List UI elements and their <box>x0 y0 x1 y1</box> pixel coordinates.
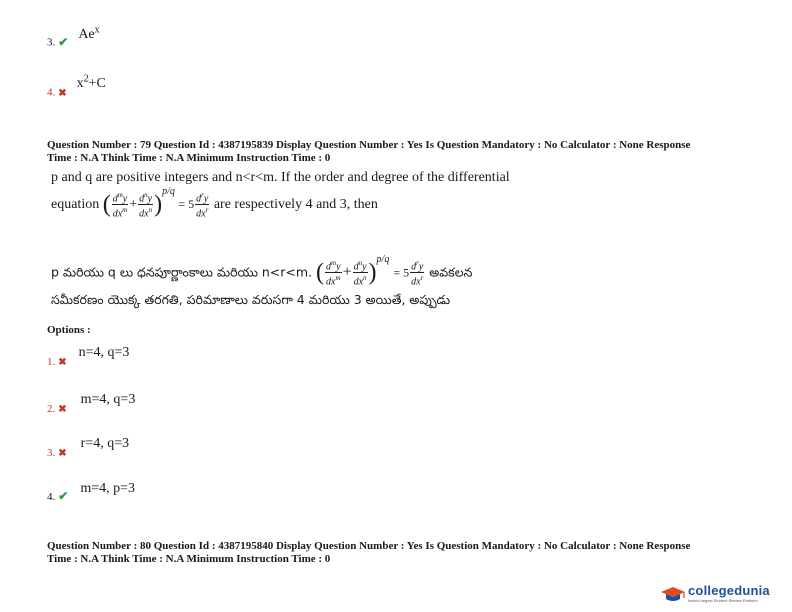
option-text: $x^2+C$ <box>76 73 106 91</box>
option-number: 4. <box>47 491 56 503</box>
option-text: n=4, q=3 <box>78 345 130 360</box>
graduation-cap-icon <box>660 585 686 605</box>
fraction-dmy-dxm-te: $\frac{d^my}{dx^m}$ <box>326 259 341 288</box>
prev-option-4 <box>47 73 106 101</box>
logo-tagline: India's largest Student Review Platform <box>688 598 758 603</box>
question-79-meta: Question Number : 79 Question Id : 4387195839 Display Question Number : Yes Is Question Mandatory : No Calculator : None Response Time : N.A Think Time : N.A Minimum Instruction Time : 0 <box>47 139 691 164</box>
options-label: Options : <box>47 324 91 336</box>
check-icon: ✔ <box>58 34 69 49</box>
option-3 <box>47 436 130 461</box>
option-number: 3. <box>47 36 56 49</box>
question-79-line-1: p and q are positive integers and n<r<m. If the order and degree of the differential <box>51 170 510 185</box>
option-number: 1. <box>47 356 56 368</box>
fraction-dmy-dxm: $\frac{d^my}{dx^m}$ <box>112 191 128 220</box>
cross-icon: ✖ <box>58 357 67 368</box>
question-79-telugu-line-2: సమీకరణం యొక్క తరగతి, పరిమాణాలు వరుసగా 4 మరియు 3 అయితే, అప్పుడు <box>51 292 451 307</box>
question-80-meta: Question Number : 80 Question Id : 4387195840 Display Question Number : Yes Is Question Mandatory : No Calculator : None Response Time : N.A Think Time : N.A Minimum Instruction Time : 0 <box>47 540 691 565</box>
option-text: r=4, q=3 <box>80 436 130 451</box>
check-icon: ✔ <box>58 489 69 503</box>
option-1 <box>47 345 130 370</box>
option-4 <box>47 481 135 505</box>
question-79-telugu-line-1: p మరియు q లు ధనపూర్ణాంకాలు మరియు n<r<m. ( $\frac{d^my}{dx^m}$ + $\frac{d^ny}{dx^n}$ )$^{p/q}$ = 5 $\frac{d^ry}{dx^r}$ అవకలన <box>51 254 473 288</box>
cross-icon: ✖ <box>58 87 67 99</box>
option-2 <box>47 392 136 417</box>
question-79-line-2: equation ( $\frac{d^my}{dx^m}$ + $\frac{d^ny}{dx^n}$ )$^{p/q}$ = 5 $\frac{d^ry}{dx^r}$ are respectively 4 and 3, then <box>51 186 378 220</box>
option-number: 4. <box>47 86 56 99</box>
option-text: m=4, p=3 <box>80 481 135 496</box>
option-text: m=4, q=3 <box>80 392 136 407</box>
option-number: 2. <box>47 403 56 415</box>
logo-text: collegedunia <box>688 583 770 598</box>
fraction-dry-dxr-te: $\frac{d^ry}{dx^r}$ <box>411 259 424 288</box>
cross-icon: ✖ <box>58 448 67 459</box>
cross-icon: ✖ <box>58 404 67 415</box>
collegedunia-logo <box>660 583 788 607</box>
option-number: 3. <box>47 447 56 459</box>
prev-option-3 <box>47 24 100 51</box>
fraction-dry-dxr: $\frac{d^ry}{dx^r}$ <box>196 191 209 220</box>
option-text: Ae$^x$ <box>78 24 100 42</box>
fraction-dny-dxn: $\frac{d^ny}{dx^n}$ <box>139 191 153 220</box>
fraction-dny-dxn-te: $\frac{d^ny}{dx^n}$ <box>353 259 367 288</box>
